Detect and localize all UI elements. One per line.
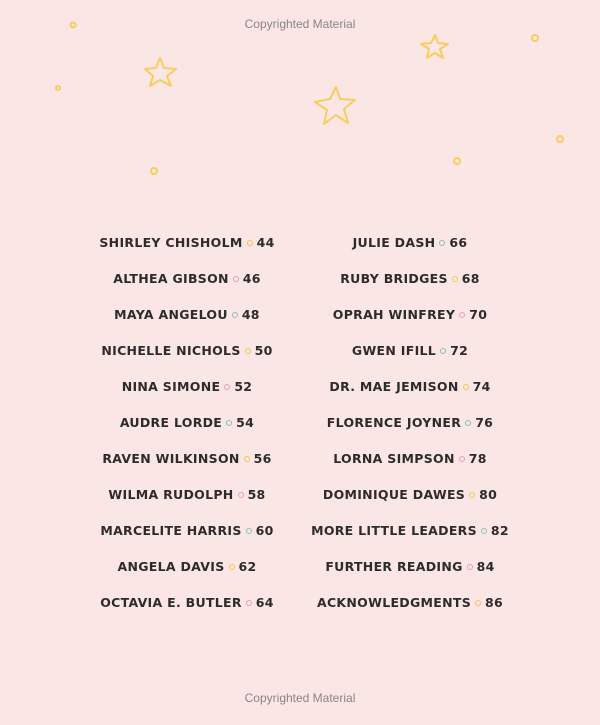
toc-entry-page: 46	[242, 271, 261, 286]
bullet-dot-icon	[226, 420, 232, 426]
bullet-dot-icon	[465, 420, 471, 426]
toc-entry	[352, 341, 468, 377]
toc-entry-name: RUBY BRIDGES	[340, 271, 448, 286]
toc-entry	[100, 521, 273, 557]
circle-icon	[532, 35, 538, 41]
toc-entry-name: WILMA RUDOLPH	[108, 487, 234, 502]
toc-entry-name: AUDRE LORDE	[119, 415, 223, 430]
toc-entry-page: 80	[479, 487, 498, 502]
toc-entry	[340, 269, 480, 305]
copyright-watermark-bottom: Copyrighted Material	[244, 691, 356, 705]
toc-entry-page: 68	[461, 271, 480, 286]
circle-icon	[56, 86, 60, 90]
bullet-dot-icon	[232, 312, 238, 318]
toc-entry	[113, 269, 261, 305]
toc-entry-name: ANGELA DAVIS	[117, 559, 225, 574]
toc-entry-page: 84	[476, 559, 495, 574]
toc-entry-page: 44	[256, 235, 275, 250]
bullet-dot-icon	[452, 276, 458, 282]
toc-entry-name: LORNA SIMPSON	[333, 451, 455, 466]
toc-entry-page: 64	[255, 595, 274, 610]
bullet-dot-icon	[439, 240, 445, 246]
toc-entry	[353, 233, 468, 269]
toc-entry-name: SHIRLEY CHISHOLM	[99, 235, 243, 250]
bullet-dot-icon	[469, 492, 475, 498]
bullet-dot-icon	[244, 456, 250, 462]
toc-entry-name: MAYA ANGELOU	[114, 307, 228, 322]
bullet-dot-icon	[481, 528, 487, 534]
bullet-dot-icon	[233, 276, 239, 282]
toc-entry-page: 74	[472, 379, 491, 394]
toc-entry-name: DOMINIQUE DAWES	[322, 487, 466, 502]
circle-icon	[151, 168, 157, 174]
toc-entry	[122, 377, 253, 413]
toc-entry-name: OPRAH WINFREY	[332, 307, 456, 322]
toc-entry	[99, 233, 274, 269]
toc-entry-page: 66	[449, 235, 468, 250]
toc-entry-name: FURTHER READING	[325, 559, 463, 574]
toc-entry	[333, 449, 487, 485]
bullet-dot-icon	[229, 564, 235, 570]
toc-entry	[323, 485, 497, 521]
toc-entry-page: 76	[475, 415, 494, 430]
toc-entry-page: 82	[490, 523, 509, 538]
toc-entry-name: MORE LITTLE LEADERS	[311, 523, 477, 538]
toc-entry-name: RAVEN WILKINSON	[102, 451, 240, 466]
toc-entry	[117, 557, 256, 593]
toc-entry-page: 58	[247, 487, 266, 502]
toc-entry-page: 56	[253, 451, 272, 466]
toc-entry	[120, 413, 254, 449]
bullet-dot-icon	[440, 348, 446, 354]
toc-entry-page: 52	[234, 379, 253, 394]
toc-entry	[311, 521, 509, 557]
toc-entry-name: DR. MAE JEMISON	[329, 379, 459, 394]
star-decoration-group	[0, 0, 600, 200]
toc-entry	[325, 557, 494, 593]
toc-entry-name: FLORENCE JOYNER	[326, 415, 462, 430]
circle-icon	[557, 136, 563, 142]
toc-entry	[102, 449, 271, 485]
toc-entry-name: MARCELITE HARRIS	[100, 523, 242, 538]
bullet-dot-icon	[459, 312, 465, 318]
toc-entry	[333, 305, 487, 341]
toc-entry-page: 60	[255, 523, 274, 538]
toc-entry	[114, 305, 260, 341]
toc-entry-page: 78	[468, 451, 487, 466]
toc-entry	[108, 485, 265, 521]
toc-entry-name: OCTAVIA E. BUTLER	[100, 595, 242, 610]
toc-entry	[100, 593, 274, 629]
toc-entry-page: 48	[241, 307, 260, 322]
bullet-dot-icon	[475, 600, 481, 606]
bullet-dot-icon	[463, 384, 469, 390]
bullet-dot-icon	[247, 240, 253, 246]
circle-icon	[71, 23, 76, 28]
toc-entry-name: NINA SIMONE	[121, 379, 221, 394]
toc-entry-page: 70	[469, 307, 488, 322]
toc-entry-page: 54	[236, 415, 255, 430]
toc-entry-name: GWEN IFILL	[351, 343, 437, 358]
toc-entry-name: ACKNOWLEDGMENTS	[316, 595, 472, 610]
toc-entry	[329, 377, 490, 413]
star-icon	[145, 58, 176, 86]
toc-entry-page: 50	[254, 343, 273, 358]
toc-entry-name: JULIE DASH	[352, 235, 436, 250]
toc-entry	[327, 413, 493, 449]
toc-entry-name: ALTHEA GIBSON	[113, 271, 229, 286]
bullet-dot-icon	[224, 384, 230, 390]
toc-entry-page: 62	[238, 559, 257, 574]
toc-entry-page: 86	[485, 595, 504, 610]
toc-entry	[317, 593, 503, 629]
bullet-dot-icon	[246, 600, 252, 606]
star-icon	[315, 87, 355, 124]
bullet-dot-icon	[459, 456, 465, 462]
circle-icon	[454, 158, 460, 164]
toc-entry-page: 72	[450, 343, 469, 358]
bullet-dot-icon	[245, 348, 251, 354]
bullet-dot-icon	[246, 528, 252, 534]
toc-entry	[101, 341, 272, 377]
bullet-dot-icon	[238, 492, 244, 498]
copyright-watermark-top: Copyrighted Material	[244, 17, 356, 31]
toc-right-column	[280, 233, 540, 629]
bullet-dot-icon	[467, 564, 473, 570]
star-icon	[421, 35, 448, 58]
toc-entry-name: NICHELLE NICHOLS	[101, 343, 241, 358]
